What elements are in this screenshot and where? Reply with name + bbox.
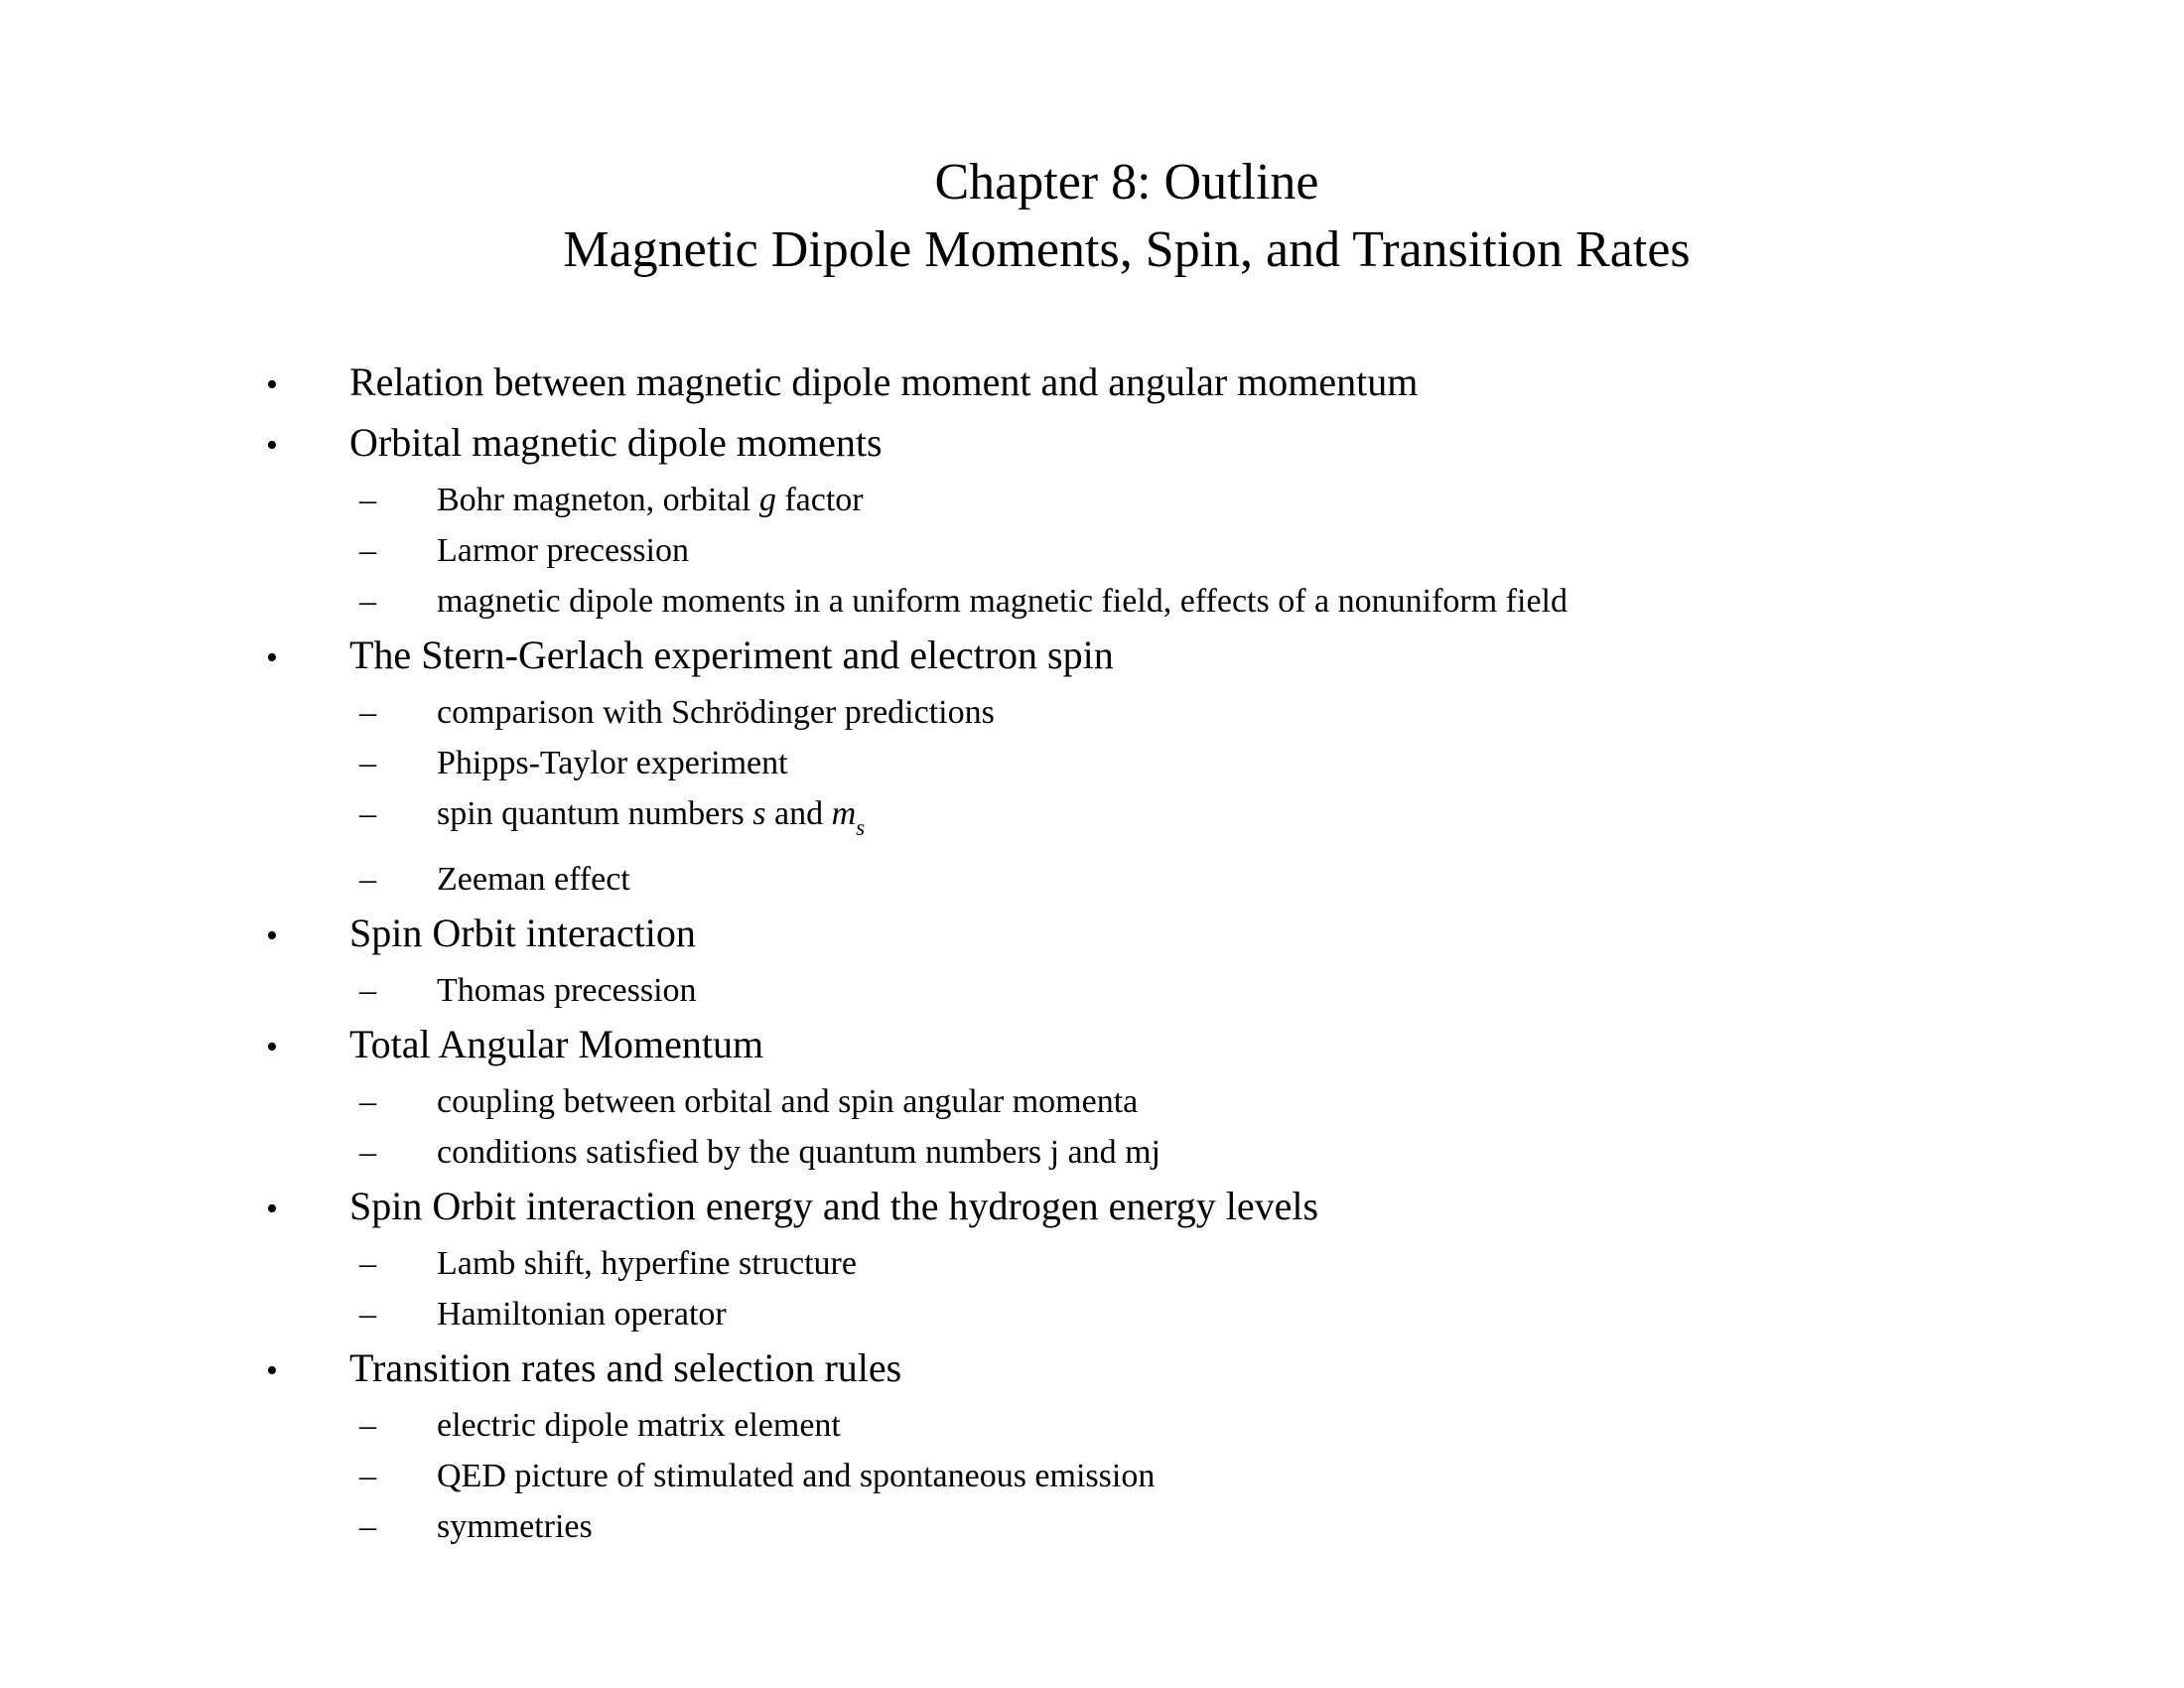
title-line-2: Magnetic Dipole Moments, Spin, and Transition Rates [563, 221, 1691, 278]
outline-item-text: Lamb shift, hyperfine structure [437, 1245, 857, 1283]
outline-item-level1 [0, 1339, 2184, 1400]
outline-item-level2 [0, 1501, 2184, 1552]
outline-item-text: The Stern-Gerlach experiment and electron spin [349, 633, 1114, 677]
outline-item-text [437, 788, 865, 854]
outline-list [0, 353, 2184, 1552]
outline-item-level2 [0, 1127, 2184, 1178]
outline-text-run: spin quantum numbers [437, 795, 753, 832]
outline-item-text: conditions satisfied by the quantum numbers j and mj [437, 1134, 1161, 1172]
outline-item-text: Phipps-Taylor experiment [437, 745, 788, 781]
outline-item-level2 [0, 788, 2184, 854]
outline-item-text: comparison with Schrödinger predictions [437, 694, 995, 731]
outline-item-text: Transition rates and selection rules [349, 1345, 902, 1391]
outline-item-text: Thomas precession [437, 972, 697, 1010]
outline-item-level2 [0, 687, 2184, 738]
outline-item-text: Relation between magnetic dipole moment and angular momentum [349, 359, 1419, 404]
outline-item-text: Total Angular Momentum [349, 1022, 764, 1067]
outline-text-run: Bohr magneton, orbital [437, 482, 759, 518]
bullet-icon: • [266, 1029, 278, 1066]
outline-item-level2 [0, 1289, 2184, 1339]
dash-icon: – [359, 1458, 376, 1495]
outline-item-level2 [0, 576, 2184, 627]
outline-text-run: factor [775, 482, 864, 518]
outline-item-text [437, 475, 864, 525]
bullet-icon: • [266, 917, 278, 955]
slide-title [0, 0, 2184, 284]
outline-text-run: and [765, 795, 832, 832]
outline-item-level2 [0, 1451, 2184, 1501]
outline-text-run: s [752, 795, 766, 832]
outline-item-level2 [0, 1238, 2184, 1289]
outline-item-level2 [0, 1076, 2184, 1127]
bullet-icon: • [266, 366, 278, 403]
dash-icon: – [359, 1296, 376, 1334]
dash-icon: – [359, 1508, 376, 1546]
dash-icon: – [359, 532, 376, 569]
dash-icon: – [359, 795, 376, 832]
dash-icon: – [359, 482, 376, 518]
dash-icon: – [359, 745, 376, 781]
bullet-icon: • [266, 639, 278, 676]
dash-icon: – [359, 1407, 376, 1445]
outline-item-level2 [0, 854, 2184, 905]
outline-item-text: electric dipole matrix element [437, 1407, 841, 1445]
outline-item-text: coupling between orbital and spin angular momenta [437, 1083, 1139, 1121]
outline-item-text: QED picture of stimulated and spontaneous emission [437, 1458, 1156, 1495]
outline-item-text: Spin Orbit interaction [349, 911, 696, 956]
dash-icon: – [359, 1245, 376, 1283]
bullet-icon: • [266, 427, 278, 464]
outline-item-level2 [0, 1400, 2184, 1451]
outline-item-level2 [0, 965, 2184, 1016]
outline-item-text: Spin Orbit interaction energy and the hydrogen energy levels [349, 1184, 1319, 1229]
outline-item-text: magnetic dipole moments in a uniform magnetic field, effects of a nonuniform field [437, 583, 1568, 620]
bullet-icon: • [266, 1191, 278, 1228]
dash-icon: – [359, 972, 376, 1010]
outline-text-run: g [758, 482, 776, 518]
outline-item-level1 [0, 1016, 2184, 1076]
outline-item-text: Orbital magnetic dipole moments [349, 420, 883, 465]
outline-item-text: Zeeman effect [437, 861, 630, 899]
dash-icon: – [359, 694, 376, 731]
outline-item-level1 [0, 627, 2184, 687]
outline-item-level1 [0, 905, 2184, 965]
outline-item-level1 [0, 353, 2184, 414]
outline-item-text: Hamiltonian operator [437, 1296, 727, 1334]
outline-text-run: m [831, 795, 857, 832]
outline-item-level2 [0, 475, 2184, 525]
title-line-1: Chapter 8: Outline [934, 154, 1319, 211]
outline-item-level2 [0, 525, 2184, 576]
outline-text-run: s [856, 815, 866, 842]
outline-item-level2 [0, 738, 2184, 788]
dash-icon: – [359, 1134, 376, 1172]
dash-icon: – [359, 583, 376, 620]
outline-item-text: Larmor precession [437, 532, 689, 569]
dash-icon: – [359, 861, 376, 899]
outline-item-level1 [0, 414, 2184, 475]
outline-item-text: symmetries [437, 1508, 593, 1546]
outline-item-level1 [0, 1178, 2184, 1238]
dash-icon: – [359, 1083, 376, 1121]
bullet-icon: • [266, 1352, 278, 1390]
